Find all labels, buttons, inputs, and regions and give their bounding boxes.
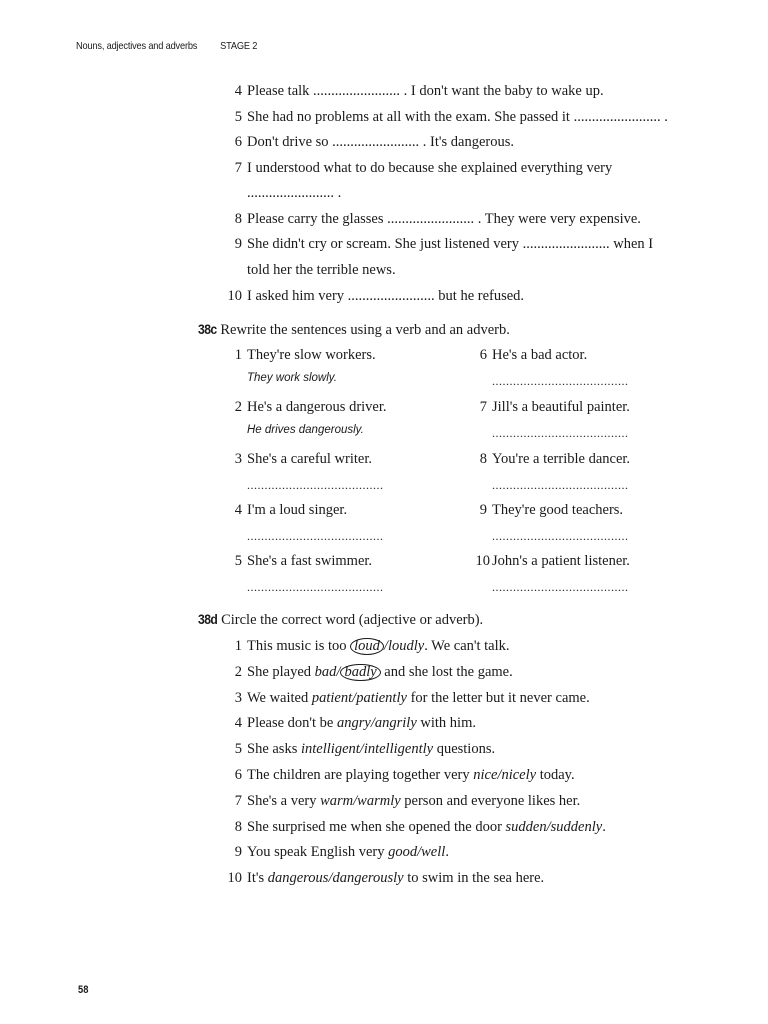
item-number: 10 [227,288,242,304]
item-number: 9 [234,236,242,252]
sentence: You're a terrible dancer. [492,451,631,467]
option-adverb: intelligently [363,741,434,758]
sentence: I'm a loud singer. [247,502,348,518]
option-separator: / [359,741,364,758]
option-adjective: warm [320,792,354,809]
sentence [247,870,544,887]
sentence: John's a patient listener. [492,553,630,569]
sentence-start: We waited [247,689,312,706]
option-separator: / [352,689,357,706]
sentence: She's a fast swimmer. [247,553,373,569]
sentence [247,793,580,810]
sentence-start: It's [247,870,268,887]
answer-blank: ....................................... [492,426,629,440]
option-separator: / [546,818,551,835]
item-number: 6 [234,134,242,150]
option-separator: / [417,844,422,861]
answer-blank: ....................................... [492,478,629,492]
answer-blank: ....................................... [492,374,629,388]
sentence: She's a careful writer. [247,451,373,467]
item-number: 2 [234,399,242,415]
item-number: 6 [234,767,242,783]
option-adjective: patient [311,689,353,706]
sentence-start: She asks [247,741,301,758]
option-separator: / [370,715,375,732]
option-adverb: loudly [387,638,425,654]
sentence: I understood what to do because she explained everything very [247,160,613,176]
option-adverb: angrily [374,715,417,732]
example-answer: He drives dangerously. [247,424,364,436]
option-separator: / [328,870,333,887]
option-adjective: intelligent [300,741,360,758]
answer-blank: ....................................... [492,529,629,543]
sentence-start: Please don't be [247,715,337,732]
exercise-38c-heading [198,322,510,339]
sentence: He's a bad actor. [492,347,588,363]
option-adjective: sudden [505,818,547,835]
option-adverb: warmly [357,792,401,809]
option-adverb: nicely [501,767,537,783]
option-separator: / [497,767,502,783]
sentence-start: She surprised me when she opened the door [247,818,506,835]
exercise-instruction: Circle the correct word (adjective or adverb). [221,612,484,628]
answer-blank: ....................................... [492,580,629,594]
item-number: 3 [234,451,242,467]
sentence: I asked him very ........................ but he refused. [247,288,525,304]
option-separator: / [336,663,341,680]
sentence [247,844,449,861]
sentence: They're slow workers. [247,347,376,363]
item-number: 9 [234,844,242,861]
sentence: She had no problems at all with the exam. She passed it ........................ . [247,109,668,125]
running-header [76,40,257,52]
sentence [247,767,575,784]
sentence [247,819,606,836]
sentence [247,715,476,732]
sentence-end: with him. [416,715,476,732]
exercise-code: 38c [198,322,217,337]
stage-label: STAGE 2 [220,40,258,52]
item-number: 8 [234,818,242,835]
page-number: 58 [78,984,89,996]
exercise-38d-heading [198,612,483,629]
option-adjective: bad [314,663,337,680]
answer-blank: ....................................... [247,529,384,543]
exercise-code: 38d [198,612,218,627]
option-adjective: dangerous [267,870,329,887]
option-adverb: badly [340,664,380,681]
sentence [247,638,510,655]
sentence-continuation: told her the terrible news. [247,262,396,278]
sentence-start: She played [247,663,315,680]
sentence-end: to swim in the sea here. [403,870,545,887]
option-adjective: nice [473,767,498,783]
item-number: 3 [234,689,242,706]
sentence-start: This music is too [247,638,351,654]
sentence-end: . We can't talk. [424,638,510,654]
option-adverb: dangerously [332,870,404,887]
sentence-end: for the letter but it never came. [406,689,590,706]
sentence: Please talk ........................ . I don't want the baby to wake up. [247,83,604,99]
item-number: 4 [234,502,242,518]
item-number: 8 [479,451,487,467]
item-number: 10 [475,553,490,569]
sentence-start: The children are playing together very [247,767,474,783]
option-adverb: well [421,844,446,861]
item-number: 4 [234,715,242,732]
item-number: 6 [479,347,487,363]
sentence-continuation: ........................ . [247,185,342,201]
sentence: Jill's a beautiful painter. [492,399,630,415]
item-number: 5 [234,109,242,125]
item-number: 1 [234,638,242,654]
item-number: 7 [479,399,487,415]
option-adverb: patiently [356,689,407,706]
item-number: 9 [479,502,487,518]
item-number: 5 [234,553,242,569]
sentence-end: . [445,844,449,861]
option-separator: / [353,792,358,809]
item-number: 8 [234,211,242,227]
item-number: 7 [234,792,242,809]
option-adjective: good [388,844,418,861]
sentence: Please carry the glasses ........................ . They were very expensive. [247,211,641,227]
exercise-instruction: Rewrite the sentences using a verb and an adverb. [220,322,510,338]
section-title: Nouns, adjectives and adverbs [76,40,198,52]
sentence-end: questions. [433,741,496,758]
option-adverb: suddenly [550,818,603,835]
sentence-end: today. [536,767,575,783]
sentence-end: and she lost the game. [380,663,513,680]
sentence: Don't drive so ........................ . It's dangerous. [247,134,515,150]
item-number: 1 [234,347,242,363]
answer-blank: ....................................... [247,580,384,594]
example-answer: They work slowly. [247,372,337,384]
sentence: She didn't cry or scream. She just listened very ........................ when I [247,236,654,252]
sentence [247,690,590,707]
sentence: They're good teachers. [492,502,624,518]
item-number: 2 [234,663,242,680]
sentence [247,664,513,681]
option-adjective: loud [350,638,384,655]
item-number: 7 [234,160,242,176]
sentence-start: She's a very [247,792,321,809]
sentence-end: . [602,818,606,835]
item-number: 5 [234,741,242,758]
sentence [247,741,495,758]
sentence: He's a dangerous driver. [247,399,387,415]
item-number: 10 [227,870,242,887]
option-adjective: angry [337,715,371,732]
answer-blank: ....................................... [247,478,384,492]
sentence-start: You speak English very [247,844,389,861]
sentence-end: person and everyone likes her. [400,792,581,809]
option-separator: / [383,638,388,654]
item-number: 4 [234,83,242,99]
